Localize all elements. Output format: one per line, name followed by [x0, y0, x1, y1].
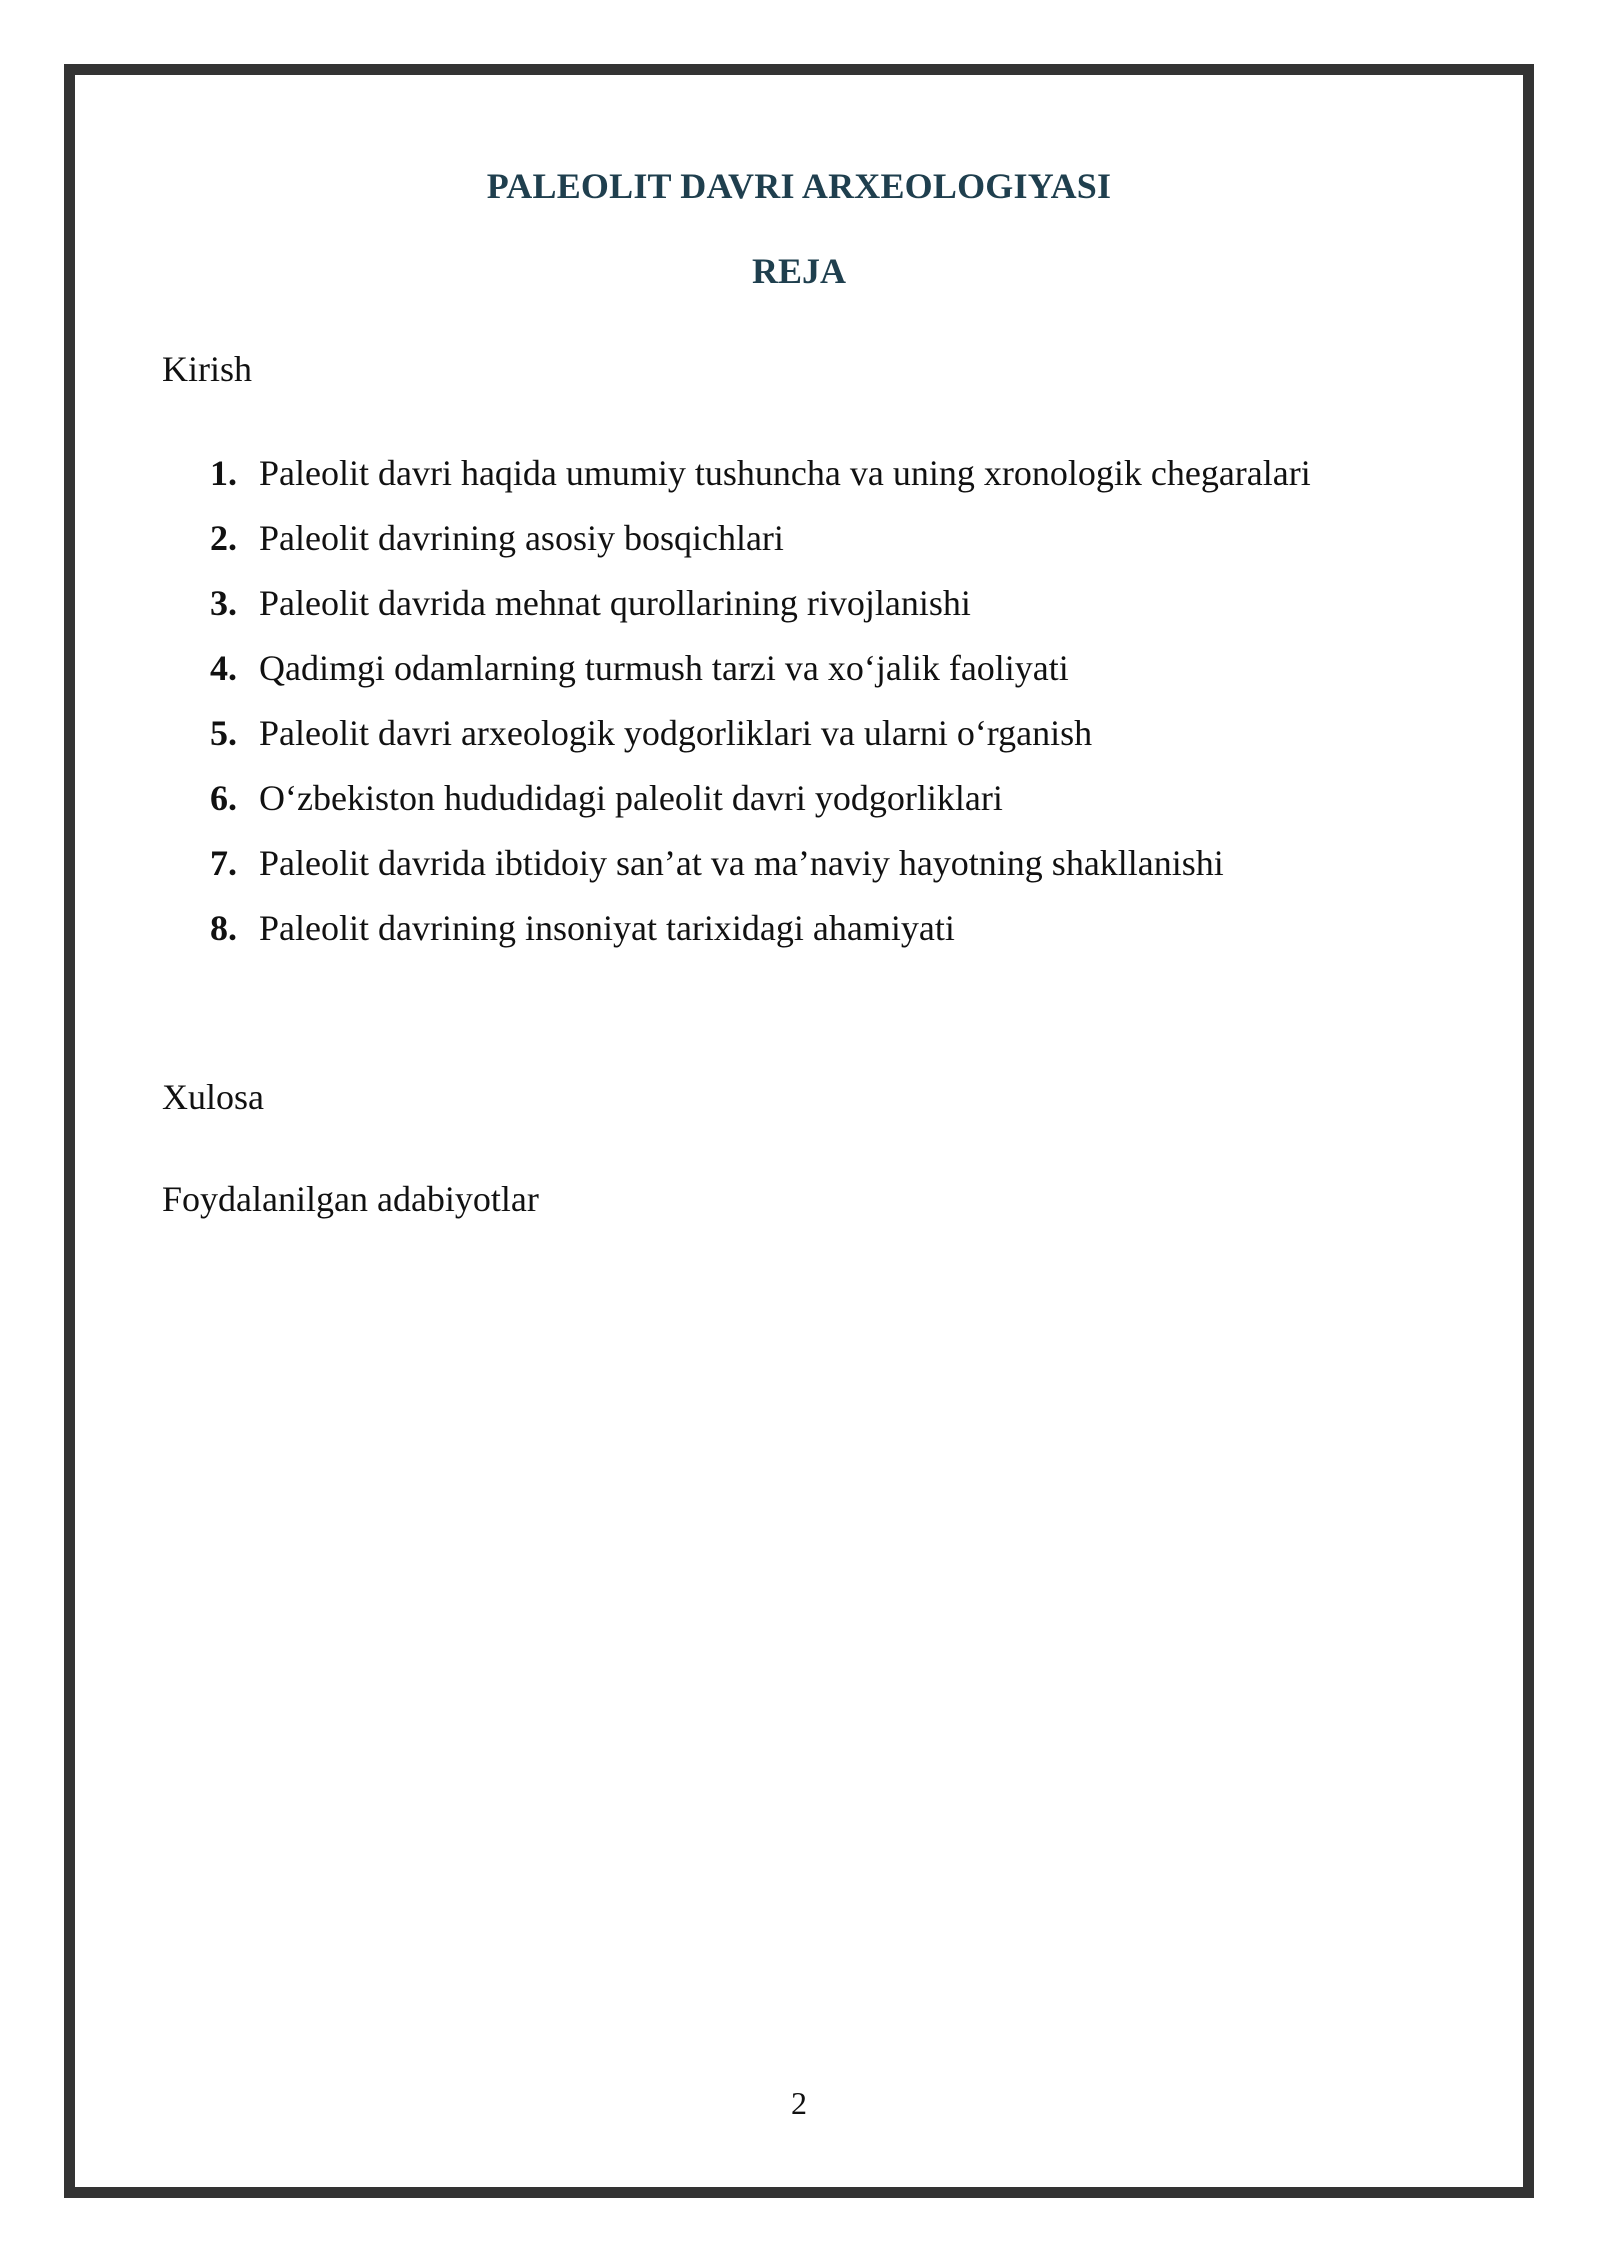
plan-item-number: 4.: [210, 648, 237, 688]
plan-item-text: Paleolit davrida mehnat qurollarining rivojlanishi: [259, 583, 971, 623]
plan-item: [210, 906, 1311, 971]
plan-item-number: 3.: [210, 583, 237, 623]
plan-list: [210, 451, 1311, 971]
plan-item-number: 2.: [210, 518, 237, 558]
plan-item-text: Paleolit davri arxeologik yodgorliklari va ularni o‘rganish: [259, 713, 1093, 753]
plan-item-number: 7.: [210, 843, 237, 883]
intro-label: Kirish: [162, 349, 252, 389]
plan-item-text: O‘zbekiston hududidagi paleolit davri yodgorliklari: [259, 778, 1003, 818]
page-number: 2: [791, 2085, 807, 2121]
plan-item-text: Paleolit davrining asosiy bosqichlari: [259, 518, 784, 558]
plan-item: [210, 711, 1311, 776]
plan-item: [210, 581, 1311, 646]
plan-item-text: Paleolit davri haqida umumiy tushuncha va uning xronologik chegaralari: [259, 453, 1311, 493]
plan-item-number: 6.: [210, 778, 237, 818]
conclusion-label: Xulosa: [162, 1077, 264, 1117]
plan-item-text: Qadimgi odamlarning turmush tarzi va xo‘jalik faoliyati: [259, 648, 1069, 688]
plan-heading: REJA: [751, 251, 846, 291]
page-frame: [64, 64, 1534, 2198]
plan-item-number: 8.: [210, 908, 237, 948]
plan-item-text: Paleolit davrining insoniyat tarixidagi ahamiyati: [259, 908, 955, 948]
references-label: Foydalanilgan adabiyotlar: [162, 1179, 539, 1219]
plan-item: [210, 841, 1311, 906]
plan-item: [210, 776, 1311, 841]
plan-item-number: 1.: [210, 453, 237, 493]
plan-item: [210, 646, 1311, 711]
plan-item: [210, 516, 1311, 581]
document-title: PALEOLIT DAVRI ARXEOLOGIYASI: [486, 166, 1112, 206]
plan-item-text: Paleolit davrida ibtidoiy san’at va ma’naviy hayotning shakllanishi: [259, 843, 1224, 883]
plan-item: [210, 451, 1311, 516]
plan-item-number: 5.: [210, 713, 237, 753]
